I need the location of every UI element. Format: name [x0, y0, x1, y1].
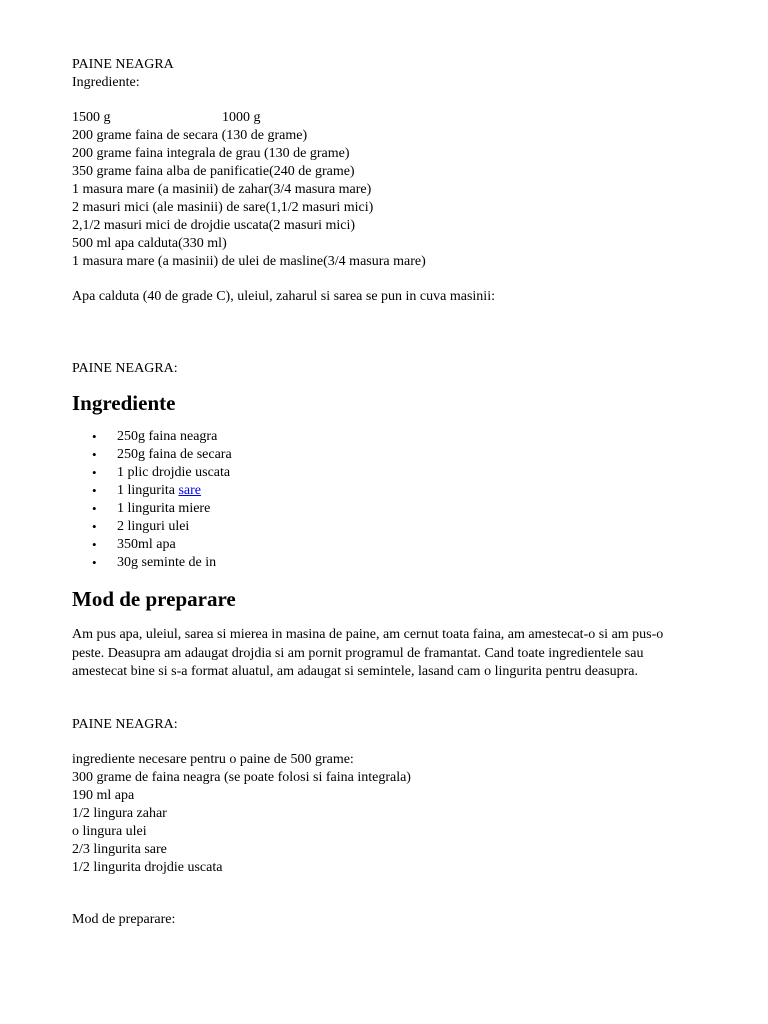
bullet-icon: • [92, 465, 97, 480]
ingredient-line: 1/2 lingurita drojdie uscata [72, 859, 223, 875]
bullet-icon: • [92, 447, 97, 462]
recipe-3-title: PAINE NEAGRA: [72, 716, 178, 732]
list-item: • 30g seminte de in [92, 555, 217, 570]
ingredients-list [72, 428, 712, 572]
quantity-large: 1500 g [72, 110, 111, 125]
bullet-icon: • [92, 555, 97, 570]
document-page [72, 56, 712, 929]
ingredient-line: 1/2 lingura zahar [72, 805, 167, 821]
recipe-3-intro: ingrediente necesare pentru o paine de 500 grame: [72, 751, 354, 767]
list-item: • 2 linguri ulei [92, 519, 190, 534]
quantity-small: 1000 g [222, 110, 261, 125]
recipe-1-subtitle: Ingrediente: [72, 75, 140, 90]
ingredients-heading: Ingrediente [72, 391, 176, 415]
ingredient-line: 2,1/2 masuri mici de drojdie uscata(2 masuri mici) [72, 218, 356, 233]
recipe-1-section [72, 56, 712, 306]
bullet-icon: • [92, 429, 97, 444]
method-heading: Mod de preparare [72, 587, 236, 611]
bullet-icon: • [92, 537, 97, 552]
ingredient-line: 1 masura mare (a masinii) de ulei de masline(3/4 masura mare) [72, 254, 426, 269]
method-paragraph: Am pus apa, uleiul, sarea si mierea in masina de paine, am cernut toata faina, am amestecat-o si am pus-o peste. Deasupra am adaugat drojdia si am pornit programul de framantat. Cand toate ingredientele sau amestecat bine si s-a format aluatul, am adaugat si semintele, lasand cam o lingurita pentru deasupra. [72, 627, 664, 679]
list-item: • 1 plic drojdie uscata [92, 465, 231, 480]
recipe-3-section [72, 716, 712, 929]
recipe-2-title: PAINE NEAGRA: [72, 361, 178, 376]
recipe-1-title: PAINE NEAGRA [72, 57, 174, 72]
bullet-icon: • [92, 483, 97, 498]
list-item: • 1 lingurita sare [92, 483, 201, 498]
ingredient-line: 190 ml apa [72, 787, 135, 803]
sare-link[interactable]: sare [178, 483, 201, 498]
ingredient-line: 300 grame de faina neagra (se poate folosi si faina integrala) [72, 769, 411, 785]
list-item: • 1 lingurita miere [92, 501, 211, 516]
bullet-icon: • [92, 519, 97, 534]
bullet-icon: • [92, 501, 97, 516]
recipe-1-note: Apa calduta (40 de grade C), uleiul, zaharul si sarea se pun in cuva masinii: [72, 289, 495, 304]
ingredient-line: 1 masura mare (a masinii) de zahar(3/4 masura mare) [72, 182, 372, 197]
ingredient-line: o lingura ulei [72, 823, 147, 839]
list-item: • 250g faina neagra [92, 429, 218, 444]
recipe-3-method-label: Mod de preparare: [72, 911, 176, 927]
quantity-header [72, 109, 712, 127]
list-item: • 250g faina de secara [92, 447, 232, 462]
ingredient-line: 2 masuri mici (ale masinii) de sare(1,1/2 masuri mici) [72, 200, 374, 215]
recipe-2-section [72, 360, 712, 682]
ingredient-line: 200 grame faina de secara (130 de grame) [72, 128, 308, 143]
ingredient-line: 350 grame faina alba de panificatie(240 de grame) [72, 164, 355, 179]
list-item: • 350ml apa [92, 537, 176, 552]
ingredient-line: 200 grame faina integrala de grau (130 de grame) [72, 146, 350, 161]
ingredient-line: 2/3 lingurita sare [72, 841, 167, 857]
ingredient-line: 500 ml apa calduta(330 ml) [72, 236, 227, 251]
